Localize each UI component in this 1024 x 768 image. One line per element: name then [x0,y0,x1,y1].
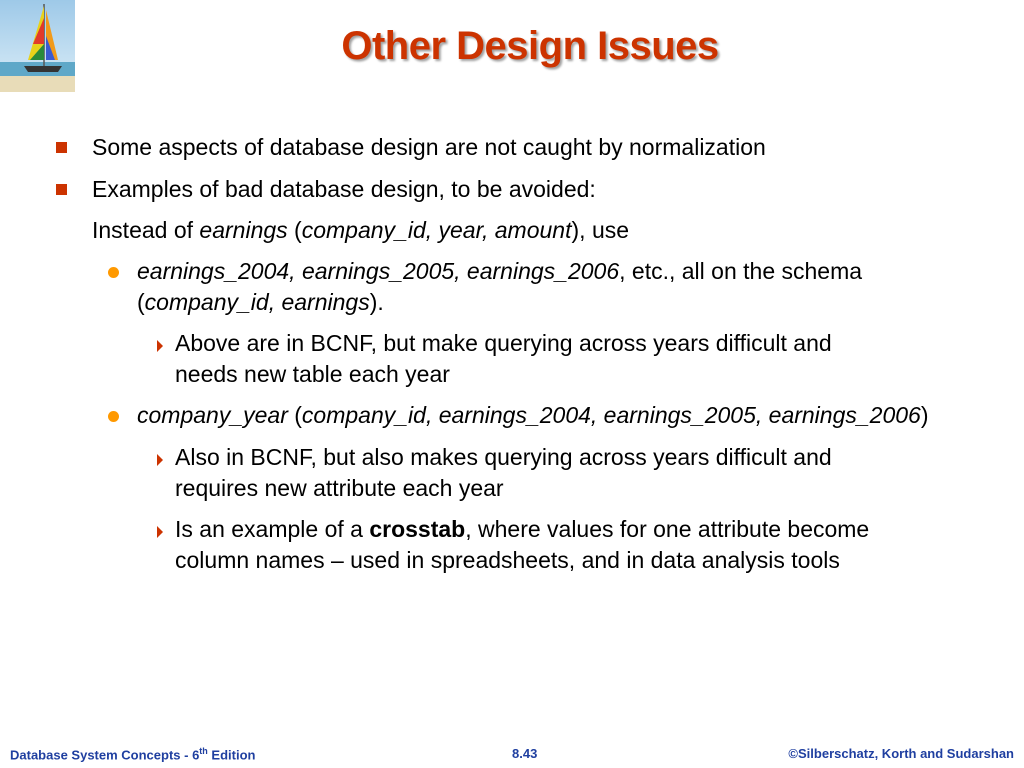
detail-text-cont: needs new table each year [175,361,450,387]
sub-bullet-text-cont: (company_id, earnings). [137,289,384,315]
dot-bullet-icon [108,267,119,278]
square-bullet-icon [56,142,67,153]
detail-text: Above are in BCNF, but make querying across years difficult and [175,330,832,356]
detail-text-cont: column names – used in spreadsheets, and in data analysis tools [175,547,840,573]
sub-bullet-text: earnings_2004, earnings_2005, earnings_2006, etc., all on the schema [137,258,863,284]
footer-left: Database System Concepts - 6th Edition [10,746,256,763]
detail-text: Also in BCNF, but also makes querying across years difficult and [175,444,832,470]
sailboat-logo [0,0,75,92]
slide-title: Other Design Issues [341,24,719,68]
dot-bullet-icon [108,411,119,422]
triangle-bullet-icon [157,454,163,466]
bullet-text: Examples of bad database design, to be avoided: [92,176,596,202]
instead-line: Instead of earnings (company_id, year, amount), use [92,217,630,243]
detail-text-cont: requires new attribute each year [175,475,504,501]
footer-right: ©Silberschatz, Korth and Sudarshan [788,746,1014,761]
detail-text: Is an example of a crosstab, where values for one attribute become [175,516,870,542]
sub-bullet-text: company_year (company_id, earnings_2004, earnings_2005, earnings_2006) [137,402,929,428]
triangle-bullet-icon [157,340,163,352]
bullet-text: Some aspects of database design are not caught by normalization [92,134,766,160]
triangle-bullet-icon [157,526,163,538]
square-bullet-icon [56,184,67,195]
footer-page-number: 8.43 [512,746,538,761]
